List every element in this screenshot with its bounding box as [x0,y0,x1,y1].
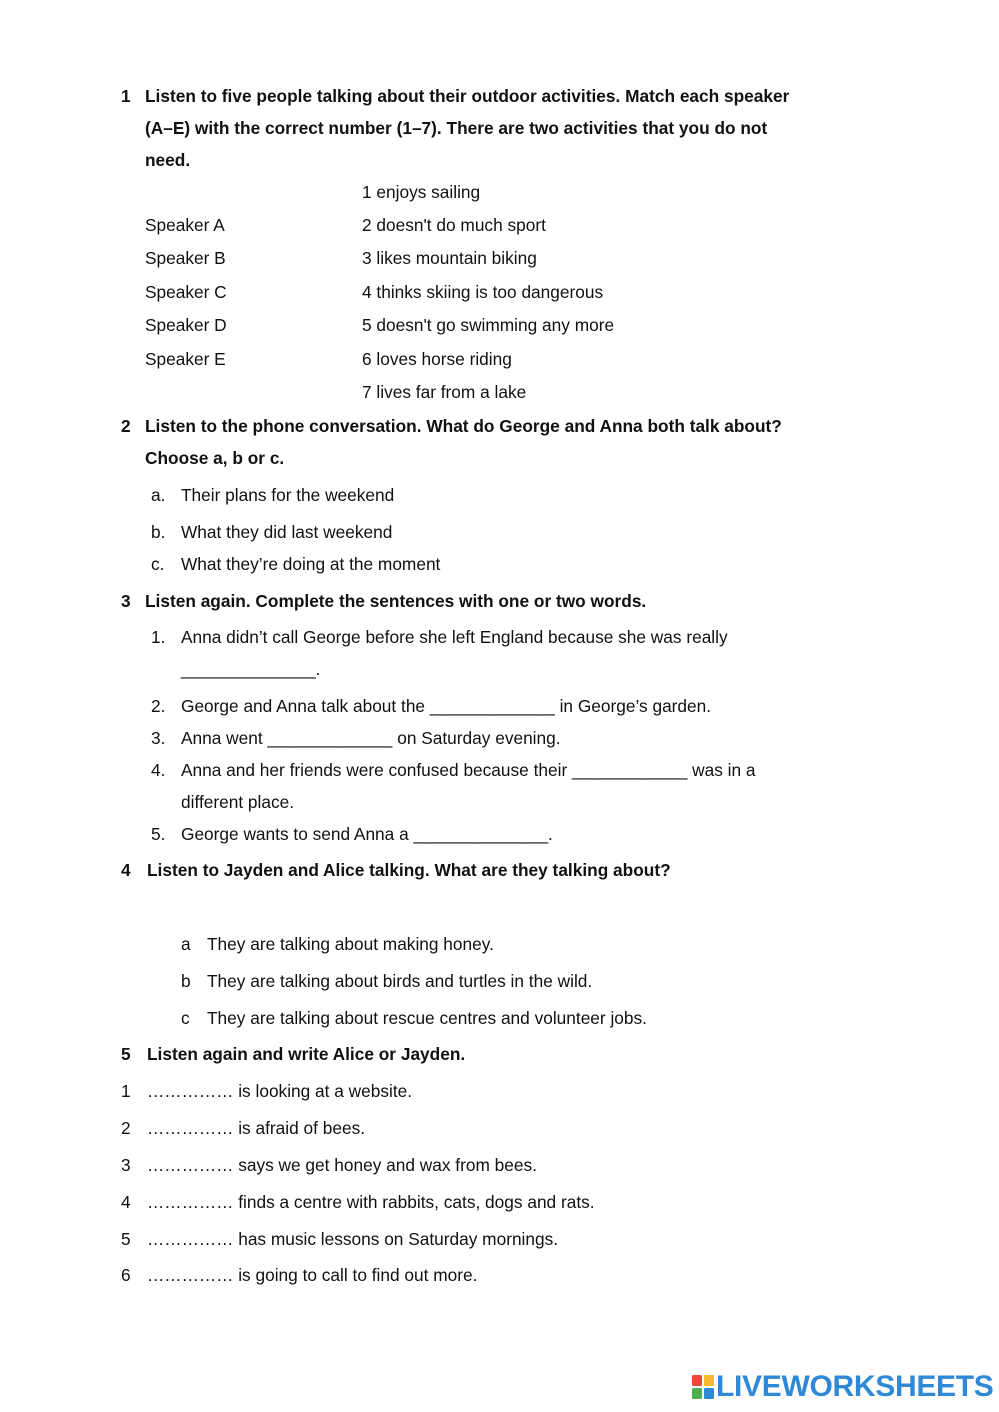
q4-option-label: a [181,934,191,954]
q5-item-text[interactable]: …………… is looking at a website. [147,1081,413,1101]
q3-item-number: 4. [151,760,166,780]
q2-option-text[interactable]: What they did last weekend [181,522,393,542]
q4-option-text[interactable]: They are talking about rescue centres and volunteer jobs. [207,1008,647,1028]
q2-number: 2 [121,416,131,436]
q5-item-number: 4 [121,1192,131,1212]
activity-option: 3 likes mountain biking [362,248,537,268]
liveworksheets-logo-icon [692,1375,714,1399]
q5-item-text[interactable]: …………… has music lessons on Saturday mornings. [147,1229,559,1249]
q3-item-number: 1. [151,627,166,647]
q5-item-number: 1 [121,1081,131,1101]
liveworksheets-logo-text[interactable]: LIVEWORKSHEETS [716,1370,994,1403]
q3-item-text-continued: different place. [181,792,295,812]
q2-instruction-line1: Listen to the phone conversation. What do George and Anna both talk about? [145,416,782,436]
q3-item-text[interactable]: Anna went _____________ on Saturday evening. [181,728,561,748]
q3-item-number: 3. [151,728,166,748]
q5-item-number: 5 [121,1229,131,1249]
q3-item-text[interactable]: George wants to send Anna a ______________. [181,824,553,844]
q3-item-number: 2. [151,696,166,716]
q5-item-text[interactable]: …………… is afraid of bees. [147,1118,366,1138]
q1-number: 1 [121,86,131,106]
speaker-label: Speaker D [145,315,227,335]
q5-item-text[interactable]: …………… says we get honey and wax from bees. [147,1155,537,1175]
speaker-label: Speaker C [145,282,227,302]
q1-instruction-line2: (A–E) with the correct number (1–7). There are two activities that you do not [145,118,768,138]
activity-option: 4 thinks skiing is too dangerous [362,282,604,302]
q3-item-blank[interactable]: ______________. [181,659,321,679]
q5-item-text[interactable]: …………… finds a centre with rabbits, cats, dogs and rats. [147,1192,595,1212]
q2-option-text[interactable]: Their plans for the weekend [181,485,395,505]
speaker-label: Speaker A [145,215,225,235]
q1-instruction-line1: Listen to five people talking about their outdoor activities. Match each speaker [145,86,790,106]
q4-option-text[interactable]: They are talking about making honey. [207,934,494,954]
q5-number: 5 [121,1044,131,1064]
q4-option-label: b [181,971,191,991]
q2-option-label: c. [151,554,165,574]
q5-item-text[interactable]: …………… is going to call to find out more. [147,1265,478,1285]
q2-option-label: a. [151,485,166,505]
q2-option-text[interactable]: What they’re doing at the moment [181,554,441,574]
q3-number: 3 [121,591,131,611]
q4-instruction: Listen to Jayden and Alice talking. What are they talking about? [147,860,671,880]
q4-option-label: c [181,1008,190,1028]
q2-instruction-line2: Choose a, b or c. [145,448,285,468]
activity-option: 7 lives far from a lake [362,382,527,402]
q5-item-number: 3 [121,1155,131,1175]
speaker-label: Speaker E [145,349,226,369]
q1-instruction-line3: need. [145,150,191,170]
activity-option: 1 enjoys sailing [362,182,481,202]
activity-option: 6 loves horse riding [362,349,512,369]
q3-item-text: Anna didn’t call George before she left England because she was really [181,627,728,647]
q3-item-text[interactable]: Anna and her friends were confused because their ____________ was in a [181,760,756,780]
q4-option-text[interactable]: They are talking about birds and turtles in the wild. [207,971,593,991]
q5-item-number: 2 [121,1118,131,1138]
activity-option: 5 doesn't go swimming any more [362,315,615,335]
q4-number: 4 [121,860,131,880]
q3-item-text[interactable]: George and Anna talk about the _____________ in George’s garden. [181,696,712,716]
q3-item-number: 5. [151,824,166,844]
q2-option-label: b. [151,522,166,542]
speaker-label: Speaker B [145,248,226,268]
q3-instruction: Listen again. Complete the sentences with one or two words. [145,591,647,611]
activity-option: 2 doesn't do much sport [362,215,546,235]
q5-item-number: 6 [121,1265,131,1285]
q5-instruction: Listen again and write Alice or Jayden. [147,1044,466,1064]
